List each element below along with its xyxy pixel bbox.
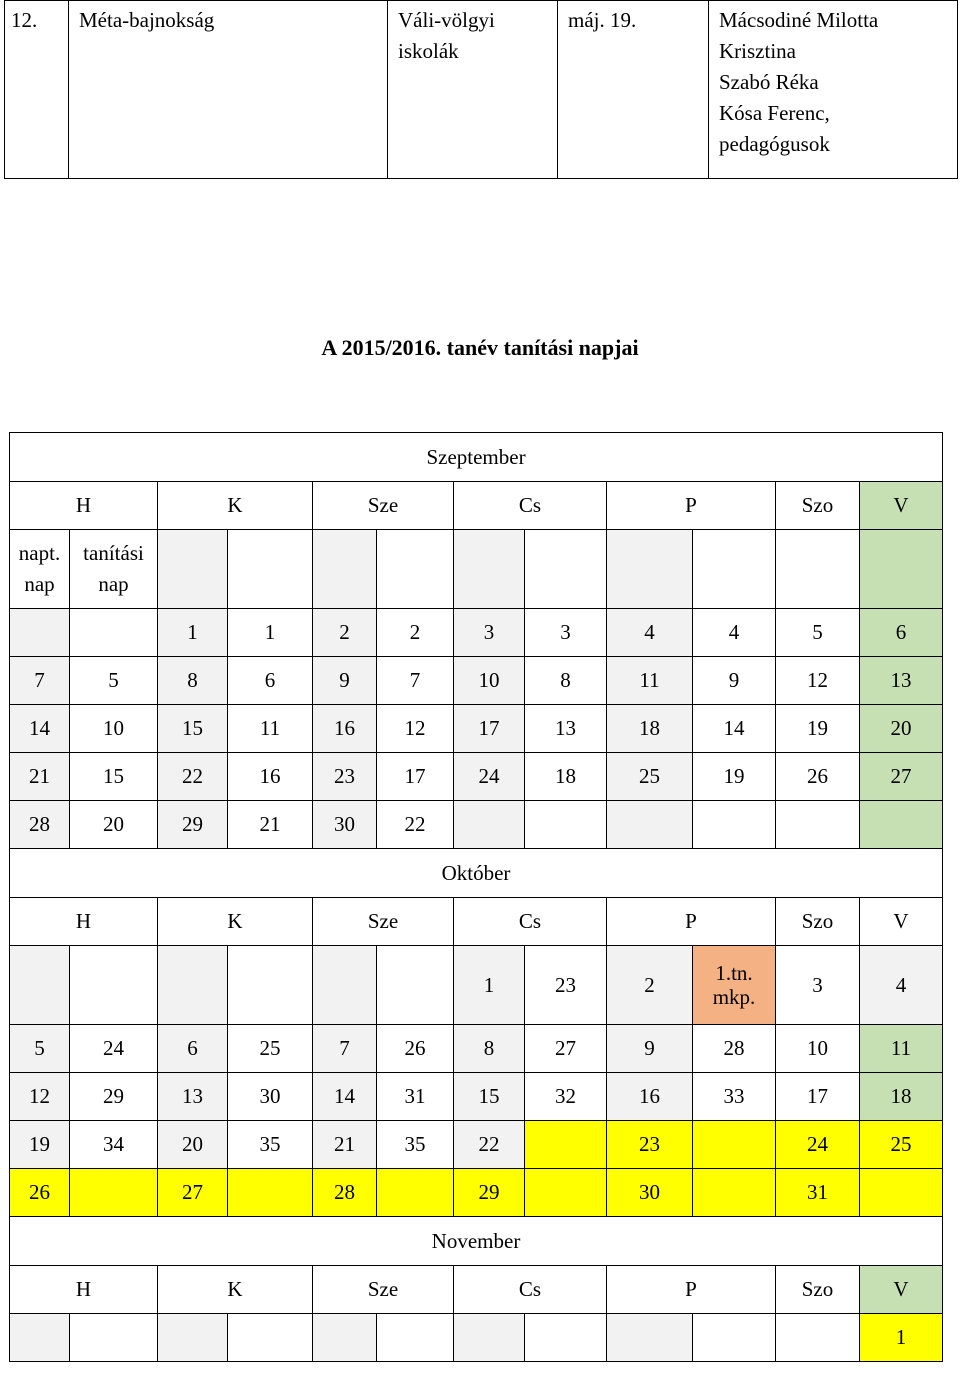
day-cell: 3 bbox=[525, 609, 607, 657]
empty-cell bbox=[228, 530, 313, 609]
day-cell: 19 bbox=[693, 753, 776, 801]
holiday-cell: 24 bbox=[776, 1121, 860, 1169]
weekday-header-row bbox=[10, 898, 943, 946]
week-row bbox=[10, 801, 943, 849]
holiday-cell: 30 bbox=[607, 1169, 693, 1217]
month-name: November bbox=[10, 1217, 943, 1266]
day-cell: 9 bbox=[693, 657, 776, 705]
day-cell: 30 bbox=[228, 1073, 313, 1121]
day-cell bbox=[313, 946, 377, 1025]
holiday-cell: 29 bbox=[454, 1169, 525, 1217]
weekday-header-row bbox=[10, 1266, 943, 1314]
day-cell: 25 bbox=[228, 1025, 313, 1073]
day-cell bbox=[525, 1314, 607, 1362]
day-cell: 19 bbox=[10, 1121, 70, 1169]
month-name: Szeptember bbox=[10, 433, 943, 482]
week-row bbox=[10, 946, 943, 1025]
day-cell: 6 bbox=[158, 1025, 228, 1073]
day-cell: 21 bbox=[313, 1121, 377, 1169]
day-cell: 1 bbox=[158, 609, 228, 657]
day-cell: 8 bbox=[525, 657, 607, 705]
holiday-cell bbox=[228, 1169, 313, 1217]
day-cell bbox=[693, 801, 776, 849]
day-cell: 11 bbox=[228, 705, 313, 753]
weekday-cs: Cs bbox=[454, 1266, 607, 1314]
day-cell: 4 bbox=[607, 609, 693, 657]
test-day-line: 1.tn. bbox=[715, 961, 753, 985]
day-cell: 20 bbox=[158, 1121, 228, 1169]
day-cell bbox=[607, 1314, 693, 1362]
event-person-line: Kósa Ferenc, bbox=[719, 101, 830, 125]
weekday-header-row bbox=[10, 482, 943, 530]
day-cell: 16 bbox=[228, 753, 313, 801]
test-day-cell bbox=[693, 946, 776, 1025]
week-row bbox=[10, 1314, 943, 1362]
weekday-szo: Szo bbox=[776, 482, 860, 530]
empty-cell bbox=[607, 530, 693, 609]
day-cell: 21 bbox=[10, 753, 70, 801]
event-place-line: iskolák bbox=[398, 39, 459, 63]
holiday-cell bbox=[525, 1121, 607, 1169]
week-row bbox=[10, 753, 943, 801]
weekday-k: K bbox=[158, 482, 313, 530]
day-cell: 12 bbox=[377, 705, 454, 753]
day-cell: 15 bbox=[158, 705, 228, 753]
day-cell: 22 bbox=[158, 753, 228, 801]
day-cell: 22 bbox=[454, 1121, 525, 1169]
day-cell: 16 bbox=[313, 705, 377, 753]
holiday-cell: 26 bbox=[10, 1169, 70, 1217]
month-row bbox=[10, 433, 943, 482]
day-cell: 1 bbox=[228, 609, 313, 657]
day-cell: 31 bbox=[377, 1073, 454, 1121]
day-cell: 9 bbox=[313, 657, 377, 705]
weekday-sze: Sze bbox=[313, 482, 454, 530]
day-cell: 10 bbox=[70, 705, 158, 753]
day-cell: 14 bbox=[693, 705, 776, 753]
month-name: Október bbox=[10, 849, 943, 898]
event-person-line: Szabó Réka bbox=[719, 70, 819, 94]
holiday-cell: 27 bbox=[158, 1169, 228, 1217]
day-cell: 8 bbox=[158, 657, 228, 705]
holiday-cell bbox=[693, 1169, 776, 1217]
page-title: A 2015/2016. tanév tanítási napjai bbox=[321, 335, 639, 360]
week-row bbox=[10, 1073, 943, 1121]
holiday-cell: 23 bbox=[607, 1121, 693, 1169]
day-cell: 1 bbox=[454, 946, 525, 1025]
day-cell bbox=[860, 801, 943, 849]
event-person-line: Krisztina bbox=[719, 39, 796, 63]
day-cell bbox=[776, 1314, 860, 1362]
holiday-cell bbox=[377, 1169, 454, 1217]
weekday-cs: Cs bbox=[454, 482, 607, 530]
column-header-row bbox=[10, 530, 943, 609]
day-cell: 26 bbox=[776, 753, 860, 801]
day-cell bbox=[776, 801, 860, 849]
day-cell: 19 bbox=[776, 705, 860, 753]
weekday-p: P bbox=[607, 1266, 776, 1314]
week-row bbox=[10, 705, 943, 753]
day-cell: 7 bbox=[377, 657, 454, 705]
day-cell: 2 bbox=[607, 946, 693, 1025]
day-cell: 23 bbox=[525, 946, 607, 1025]
day-cell: 6 bbox=[228, 657, 313, 705]
holiday-cell: 28 bbox=[313, 1169, 377, 1217]
day-cell: 30 bbox=[313, 801, 377, 849]
day-cell: 2 bbox=[313, 609, 377, 657]
day-cell: 20 bbox=[860, 705, 943, 753]
event-person-line: pedagógusok bbox=[719, 132, 830, 156]
day-cell: 8 bbox=[454, 1025, 525, 1073]
weekday-h: H bbox=[10, 898, 158, 946]
event-row bbox=[5, 1, 958, 179]
header-line: nap bbox=[24, 572, 55, 596]
day-cell bbox=[607, 801, 693, 849]
day-cell: 7 bbox=[313, 1025, 377, 1073]
holiday-cell bbox=[525, 1169, 607, 1217]
day-cell: 17 bbox=[776, 1073, 860, 1121]
day-cell bbox=[377, 946, 454, 1025]
weekday-v: V bbox=[860, 482, 943, 530]
day-cell: 3 bbox=[776, 946, 860, 1025]
weekday-h: H bbox=[10, 1266, 158, 1314]
day-cell: 4 bbox=[860, 946, 943, 1025]
header-line: tanítási bbox=[83, 541, 144, 565]
day-cell: 9 bbox=[607, 1025, 693, 1073]
day-cell: 13 bbox=[860, 657, 943, 705]
day-cell bbox=[313, 1314, 377, 1362]
weekday-sze: Sze bbox=[313, 1266, 454, 1314]
day-cell: 25 bbox=[607, 753, 693, 801]
day-cell: 3 bbox=[454, 609, 525, 657]
weekday-h: H bbox=[10, 482, 158, 530]
day-cell bbox=[70, 609, 158, 657]
day-cell: 11 bbox=[860, 1025, 943, 1073]
header-line: napt. bbox=[18, 541, 61, 565]
day-cell: 21 bbox=[228, 801, 313, 849]
header-line: nap bbox=[98, 572, 129, 596]
header-calendar-day bbox=[10, 530, 70, 609]
weekday-v: V bbox=[860, 898, 943, 946]
day-cell: 5 bbox=[776, 609, 860, 657]
empty-cell bbox=[377, 530, 454, 609]
day-cell: 13 bbox=[525, 705, 607, 753]
day-cell: 26 bbox=[377, 1025, 454, 1073]
week-row bbox=[10, 1169, 943, 1217]
day-cell: 4 bbox=[693, 609, 776, 657]
event-date: máj. 19. bbox=[558, 1, 709, 179]
month-row bbox=[10, 849, 943, 898]
day-cell: 28 bbox=[10, 801, 70, 849]
day-cell: 5 bbox=[70, 657, 158, 705]
empty-cell bbox=[693, 530, 776, 609]
weekday-szo: Szo bbox=[776, 898, 860, 946]
day-cell bbox=[10, 1314, 70, 1362]
day-cell bbox=[70, 946, 158, 1025]
weekday-k: K bbox=[158, 898, 313, 946]
holiday-cell: 1 bbox=[860, 1314, 943, 1362]
week-row bbox=[10, 657, 943, 705]
day-cell: 27 bbox=[525, 1025, 607, 1073]
day-cell: 18 bbox=[860, 1073, 943, 1121]
day-cell: 11 bbox=[607, 657, 693, 705]
day-cell: 7 bbox=[10, 657, 70, 705]
day-cell: 28 bbox=[693, 1025, 776, 1073]
event-name: Méta-bajnokság bbox=[69, 1, 388, 179]
weekday-p: P bbox=[607, 898, 776, 946]
day-cell: 24 bbox=[454, 753, 525, 801]
day-cell: 23 bbox=[313, 753, 377, 801]
day-cell: 6 bbox=[860, 609, 943, 657]
school-calendar-table bbox=[9, 432, 943, 1362]
week-row bbox=[10, 1025, 943, 1073]
event-table bbox=[4, 0, 958, 179]
day-cell: 10 bbox=[776, 1025, 860, 1073]
weekday-sze: Sze bbox=[313, 898, 454, 946]
day-cell: 34 bbox=[70, 1121, 158, 1169]
empty-cell bbox=[158, 530, 228, 609]
weekday-cs: Cs bbox=[454, 898, 607, 946]
empty-cell bbox=[776, 530, 860, 609]
day-cell bbox=[228, 1314, 313, 1362]
day-cell: 18 bbox=[525, 753, 607, 801]
day-cell: 29 bbox=[70, 1073, 158, 1121]
day-cell bbox=[525, 801, 607, 849]
day-cell bbox=[10, 609, 70, 657]
day-cell: 12 bbox=[776, 657, 860, 705]
event-place-line: Váli-völgyi bbox=[398, 8, 495, 32]
event-person-line: Mácsodiné Milotta bbox=[719, 8, 879, 32]
day-cell: 29 bbox=[158, 801, 228, 849]
empty-cell bbox=[860, 530, 943, 609]
day-cell: 12 bbox=[10, 1073, 70, 1121]
holiday-cell bbox=[70, 1169, 158, 1217]
weekday-p: P bbox=[607, 482, 776, 530]
day-cell: 16 bbox=[607, 1073, 693, 1121]
day-cell: 14 bbox=[10, 705, 70, 753]
empty-cell bbox=[525, 530, 607, 609]
event-people bbox=[709, 1, 958, 179]
holiday-cell: 31 bbox=[776, 1169, 860, 1217]
day-cell: 15 bbox=[70, 753, 158, 801]
test-day-line: mkp. bbox=[712, 985, 756, 1009]
holiday-cell bbox=[693, 1121, 776, 1169]
day-cell bbox=[377, 1314, 454, 1362]
day-cell: 18 bbox=[607, 705, 693, 753]
day-cell: 13 bbox=[158, 1073, 228, 1121]
day-cell: 17 bbox=[377, 753, 454, 801]
day-cell bbox=[70, 1314, 158, 1362]
weekday-v: V bbox=[860, 1266, 943, 1314]
day-cell: 17 bbox=[454, 705, 525, 753]
holiday-cell: 25 bbox=[860, 1121, 943, 1169]
day-cell: 20 bbox=[70, 801, 158, 849]
event-number: 12. bbox=[5, 1, 69, 179]
day-cell bbox=[10, 946, 70, 1025]
day-cell bbox=[158, 1314, 228, 1362]
day-cell bbox=[454, 801, 525, 849]
day-cell: 10 bbox=[454, 657, 525, 705]
day-cell: 35 bbox=[377, 1121, 454, 1169]
event-place bbox=[388, 1, 558, 179]
day-cell: 33 bbox=[693, 1073, 776, 1121]
day-cell bbox=[693, 1314, 776, 1362]
day-cell: 15 bbox=[454, 1073, 525, 1121]
empty-cell bbox=[313, 530, 377, 609]
day-cell: 27 bbox=[860, 753, 943, 801]
week-row bbox=[10, 609, 943, 657]
weekday-szo: Szo bbox=[776, 1266, 860, 1314]
day-cell: 2 bbox=[377, 609, 454, 657]
day-cell: 35 bbox=[228, 1121, 313, 1169]
week-row bbox=[10, 1121, 943, 1169]
day-cell: 24 bbox=[70, 1025, 158, 1073]
day-cell bbox=[454, 1314, 525, 1362]
day-cell: 5 bbox=[10, 1025, 70, 1073]
month-row bbox=[10, 1217, 943, 1266]
header-teaching-day bbox=[70, 530, 158, 609]
holiday-cell bbox=[860, 1169, 943, 1217]
day-cell bbox=[158, 946, 228, 1025]
day-cell: 14 bbox=[313, 1073, 377, 1121]
day-cell: 22 bbox=[377, 801, 454, 849]
day-cell bbox=[228, 946, 313, 1025]
empty-cell bbox=[454, 530, 525, 609]
day-cell: 32 bbox=[525, 1073, 607, 1121]
weekday-k: K bbox=[158, 1266, 313, 1314]
